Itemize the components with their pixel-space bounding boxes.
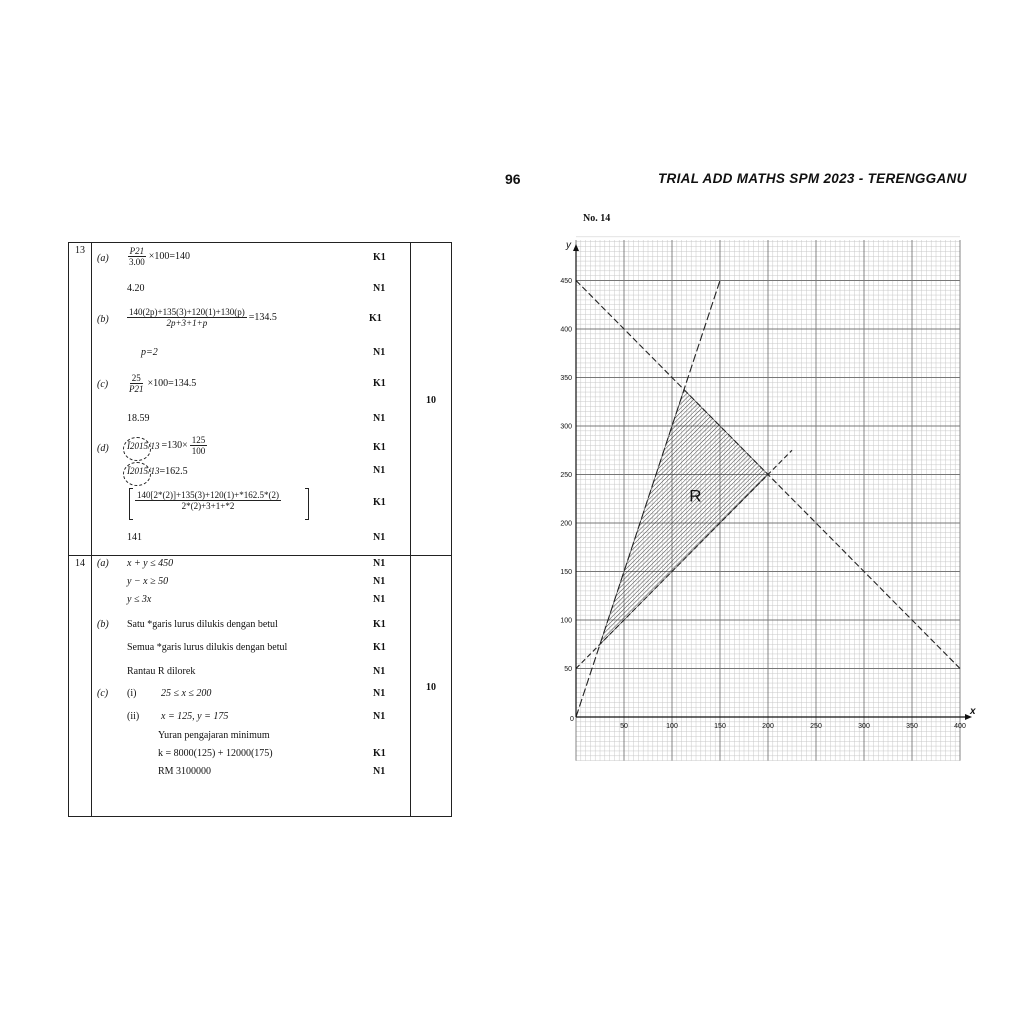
mark: K1 [369, 313, 382, 324]
mark: N1 [373, 711, 386, 722]
y-tick-label: 250 [560, 472, 572, 479]
part-label: (b) [97, 619, 109, 630]
answer-line: 25 ≤ x ≤ 200 [161, 688, 212, 699]
answer-line: Satu *garis lurus dilukis dengan betul [127, 619, 278, 630]
answer-line: RM 3100000 [158, 766, 212, 777]
mark: N1 [373, 283, 386, 294]
x-tick-label: 250 [810, 723, 822, 730]
answer-line: 4.20 [127, 283, 145, 294]
region-label: R [689, 486, 702, 506]
bracket-right [305, 488, 309, 520]
shaded-region-r [600, 390, 768, 645]
working-line: Ī2015/13 =130× $\frac{125}{100}$ [127, 435, 206, 456]
part-label: (a) [97, 253, 109, 264]
answer-line: y − x ≥ 50 [127, 576, 169, 587]
bracket-left [129, 488, 133, 520]
part-label: (b) [97, 314, 109, 325]
answer-line: Yuran pengajaran minimum [158, 730, 270, 741]
answer-line: k = 8000(125) + 12000(175) [158, 748, 273, 759]
x-tick-label: 300 [858, 723, 870, 730]
mark: K1 [373, 748, 386, 759]
mark: K1 [373, 252, 386, 263]
working-line: Ī2015/13=162.5 [127, 466, 188, 477]
answer-line: x = 125, y = 175 [161, 711, 229, 722]
y-tick-label: 350 [560, 375, 572, 382]
question-total: 10 [426, 395, 436, 406]
y-axis-arrow [573, 244, 579, 251]
mark: K1 [373, 442, 386, 453]
mark: K1 [373, 378, 386, 389]
row-divider [69, 555, 451, 556]
page-number: 96 [505, 171, 521, 187]
working-line: $\frac{25}{P21}$ ×100=134.5 [129, 373, 197, 394]
mark: K1 [373, 619, 386, 630]
mark: K1 [373, 642, 386, 653]
linear-programming-graph [555, 228, 980, 773]
y-tick-label: 150 [560, 569, 572, 576]
graph-caption: No. 14 [583, 213, 611, 224]
y-tick-label: 300 [560, 423, 572, 431]
question-number: 14 [75, 558, 85, 569]
col-divider [91, 243, 92, 816]
x-tick-label: 150 [714, 723, 726, 730]
question-number: 13 [75, 245, 85, 256]
mark: N1 [373, 347, 386, 358]
y-axis-label: y [566, 240, 571, 251]
mark: N1 [373, 465, 386, 476]
y-tick-label: 400 [560, 326, 572, 334]
mark: N1 [373, 666, 386, 677]
y-tick-label: 450 [560, 278, 572, 285]
answer-line: Semua *garis lurus dilukis dengan betul [127, 642, 288, 653]
answer-line: Rantau R dilorek [127, 666, 196, 677]
page-header-title: TRIAL ADD MATHS SPM 2023 - TERENGGANU [658, 171, 967, 186]
mark: N1 [373, 413, 386, 424]
x-axis-label: x [970, 706, 976, 717]
col-divider [410, 243, 411, 816]
mark: K1 [373, 497, 386, 508]
mark: N1 [373, 532, 386, 543]
part-label: (c) [97, 688, 109, 699]
subpart-label: (i) [127, 688, 137, 699]
working-line: $\frac{P21}{3.00}$ ×100=140 [129, 246, 191, 267]
answer-line: 18.59 [127, 413, 150, 424]
mark: N1 [373, 766, 386, 777]
origin-label: 0 [570, 716, 574, 723]
x-tick-label: 100 [666, 723, 678, 730]
y-tick-label: 50 [564, 666, 572, 673]
answer-line: x + y ≤ 450 [127, 558, 174, 569]
mark: N1 [373, 594, 386, 605]
question-total: 10 [426, 682, 436, 693]
x-tick-label: 400 [954, 723, 966, 730]
mark: N1 [373, 558, 386, 569]
x-tick-label: 50 [620, 723, 628, 730]
mark: N1 [373, 688, 386, 699]
answer-line: p=2 [141, 347, 158, 358]
part-label: (d) [97, 443, 109, 454]
y-tick-label: 200 [560, 520, 572, 528]
marking-scheme-table [68, 242, 452, 817]
answer-line: 141 [127, 532, 142, 543]
part-label: (a) [97, 558, 109, 569]
mark: N1 [373, 576, 386, 587]
y-tick-label: 100 [560, 617, 572, 625]
x-tick-label: 350 [906, 723, 918, 730]
x-tick-label: 200 [762, 723, 774, 730]
part-label: (c) [97, 379, 109, 390]
working-line: $\frac{140(2p)+135(3)+120(1)+130(p)}{2p+3+1+p}$ =134.5 [129, 307, 277, 328]
working-line: $\frac{140[2*(2)]+135(3)+120(1)+*162.5*(2)}{2*(2)+3+1+*2}$ [137, 490, 279, 511]
answer-line: y ≤ 3x [127, 594, 152, 605]
subpart-label: (ii) [127, 711, 140, 722]
